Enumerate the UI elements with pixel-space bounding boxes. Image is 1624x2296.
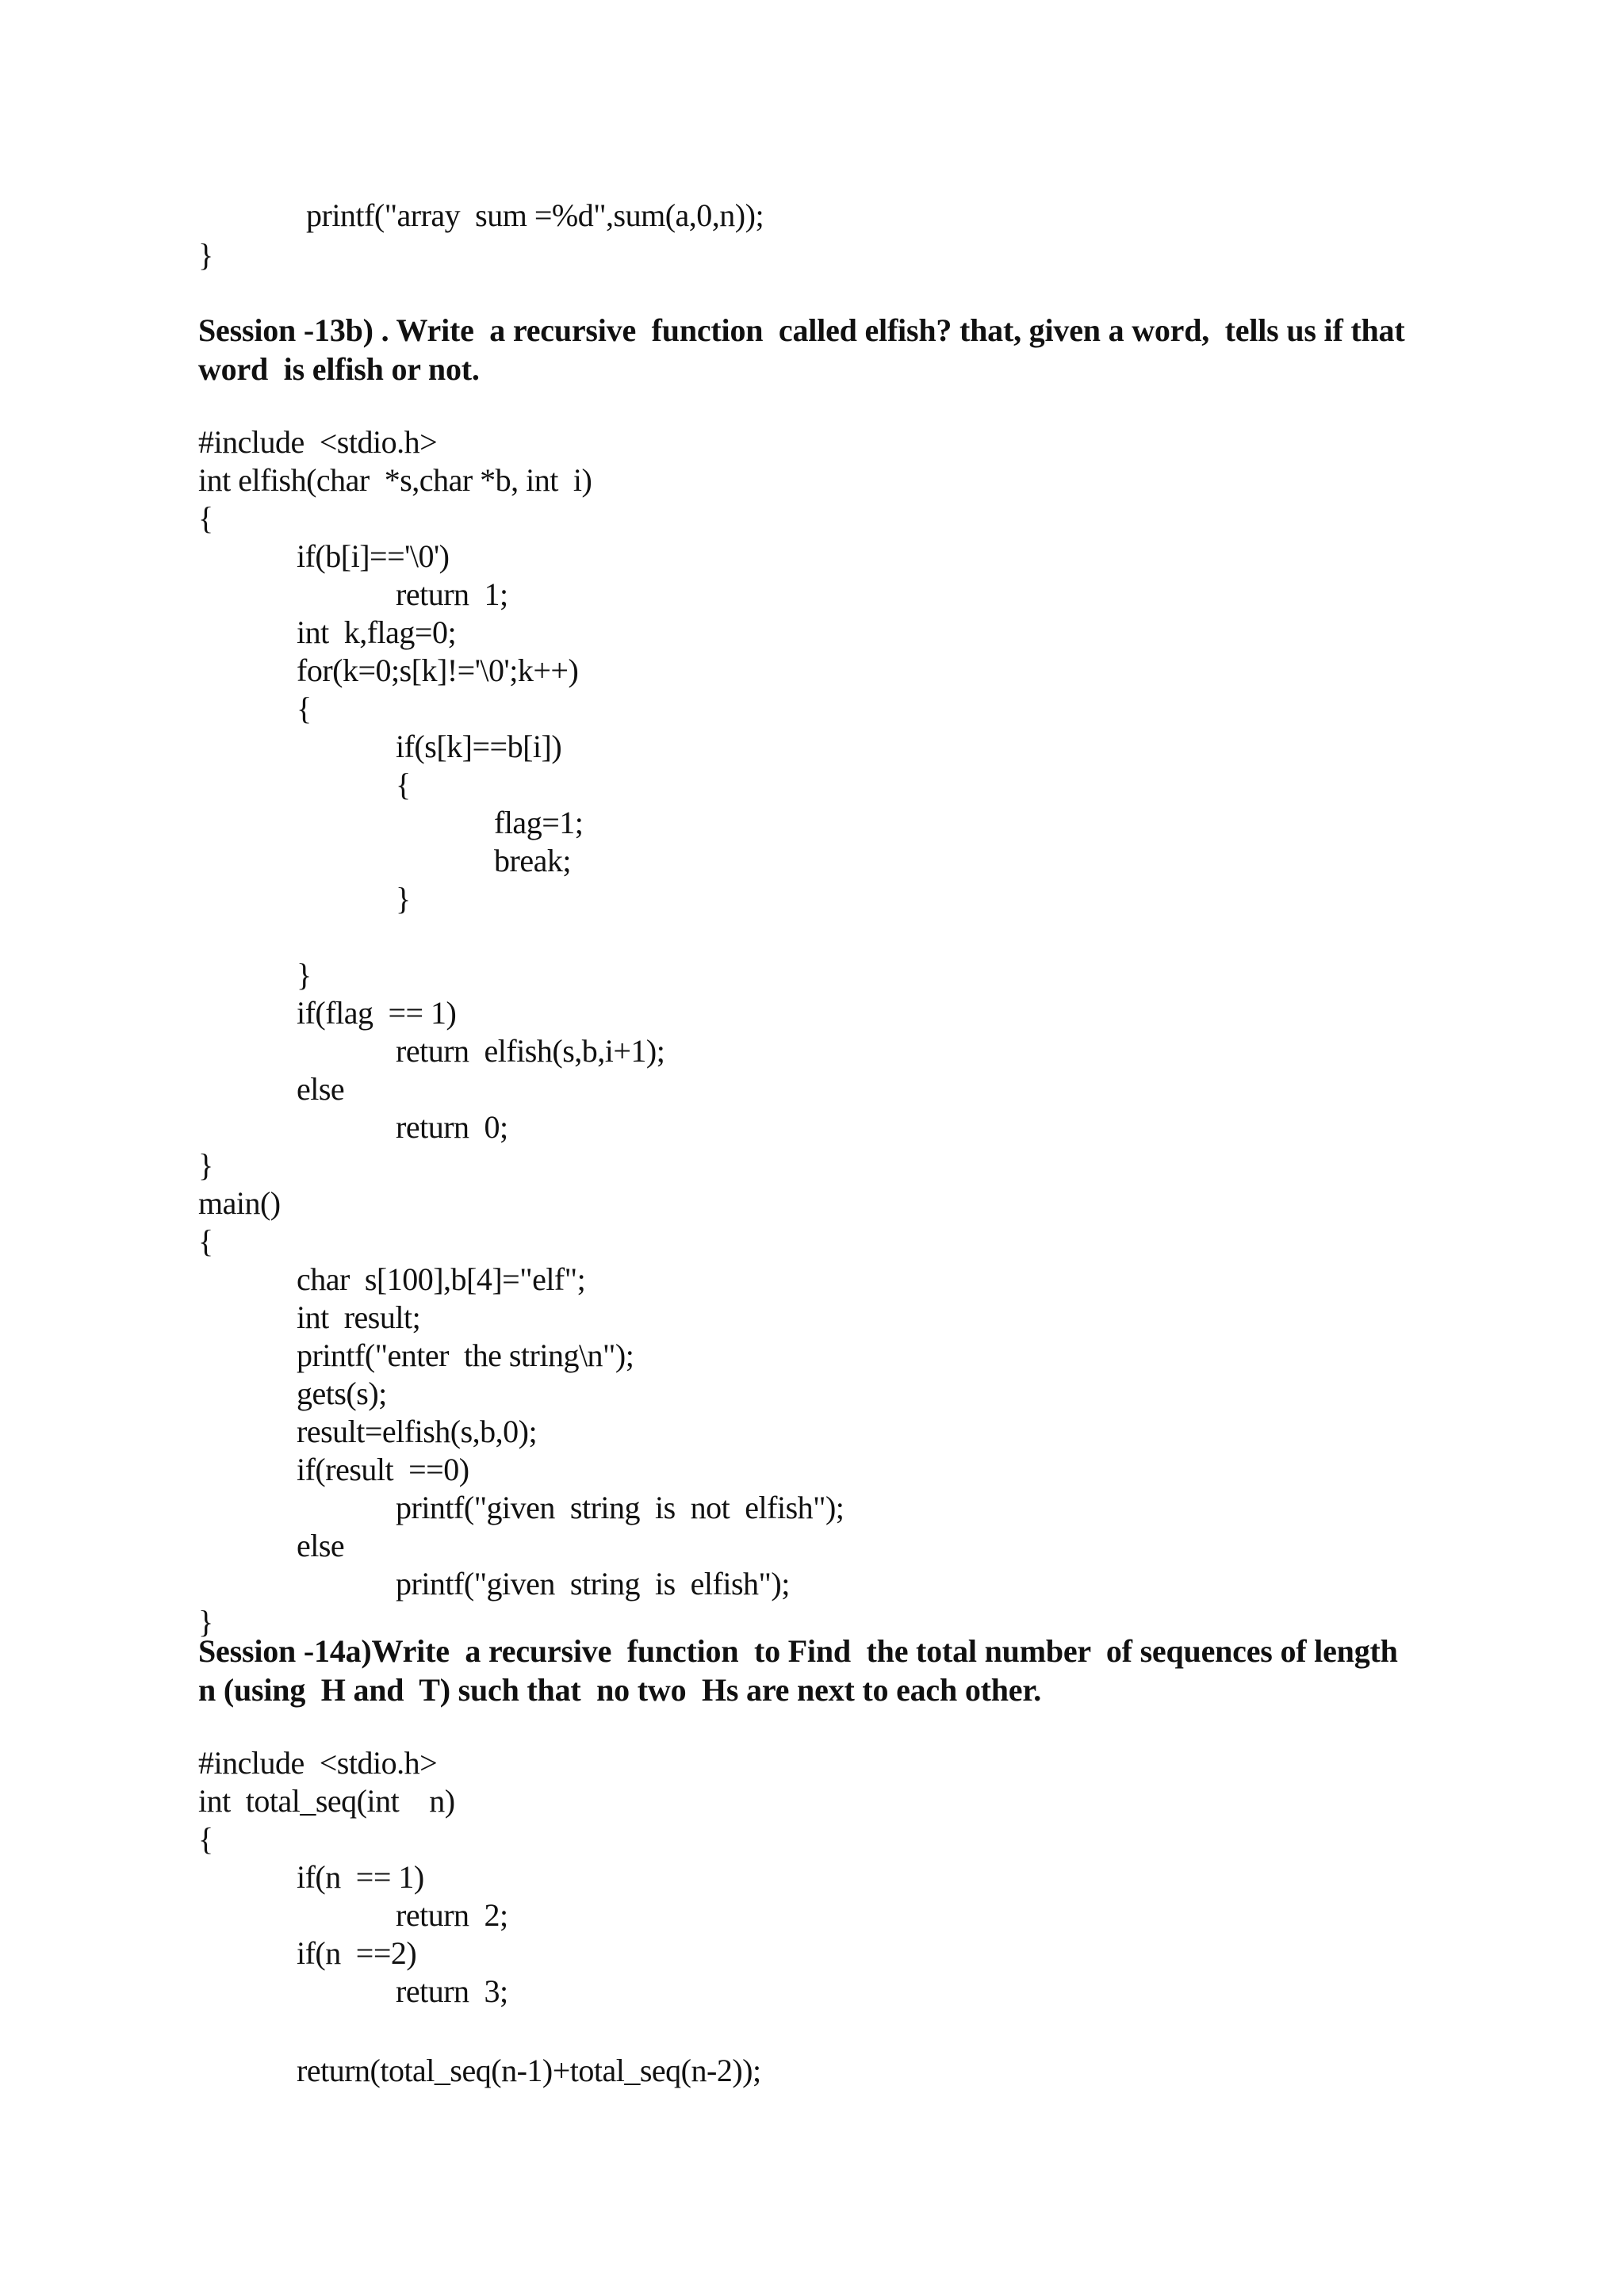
heading-line: Session -13b) . Write a recursive function called elfish? that, given a word, tells us if that xyxy=(198,312,1405,348)
code-line: { xyxy=(396,767,411,802)
code-line: flag=1; xyxy=(494,805,584,840)
code-line: main() xyxy=(198,1185,281,1221)
code-line: return elfish(s,b,i+1); xyxy=(396,1033,665,1069)
code-line: for(k=0;s[k]!='\0';k++) xyxy=(297,652,579,688)
code-line: return 3; xyxy=(396,1973,508,2009)
code-line: if(flag == 1) xyxy=(297,995,457,1031)
code-line: printf("given string is elfish"); xyxy=(396,1566,790,1601)
heading-line: word is elfish or not. xyxy=(198,351,480,387)
code-line: { xyxy=(297,691,312,726)
code-line: return(total_seq(n-1)+total_seq(n-2)); xyxy=(297,2053,761,2088)
code-line: if(result ==0) xyxy=(297,1452,469,1487)
code-line: } xyxy=(198,1604,213,1640)
code-line: #include <stdio.h> xyxy=(198,424,438,460)
code-line: { xyxy=(198,500,213,536)
code-line: int total_seq(int n) xyxy=(198,1783,455,1819)
code-line: printf("given string is not elfish"); xyxy=(396,1490,845,1525)
heading-line: n (using H and T) such that no two Hs are next to each other. xyxy=(198,1672,1042,1708)
code-line: if(n == 1) xyxy=(297,1859,424,1895)
session-14a-heading xyxy=(198,1632,1435,1709)
code-line: printf("array sum =%d",sum(a,0,n)); xyxy=(306,197,764,233)
code-line: result=elfish(s,b,0); xyxy=(297,1414,538,1449)
code-line: else xyxy=(297,1071,345,1107)
heading-line: Session -14a)Write a recursive function to Find the total number of sequences of length xyxy=(198,1633,1398,1669)
session-13b-heading xyxy=(198,311,1435,388)
code-line: { xyxy=(198,1821,213,1857)
code-line: return 0; xyxy=(396,1109,508,1145)
code-line: int k,flag=0; xyxy=(297,614,457,650)
code-line: int result; xyxy=(297,1299,421,1335)
code-line: } xyxy=(297,957,312,993)
code-line: if(n ==2) xyxy=(297,1935,417,1971)
code-line: if(b[i]=='\0') xyxy=(297,538,450,574)
code-line: } xyxy=(198,237,213,273)
code-line: } xyxy=(396,881,411,916)
code-line: if(s[k]==b[i]) xyxy=(396,729,562,764)
code-line: { xyxy=(198,1223,213,1259)
code-line: char s[100],b[4]="elf"; xyxy=(297,1261,586,1297)
code-line: gets(s); xyxy=(297,1376,387,1411)
code-line: #include <stdio.h> xyxy=(198,1745,438,1781)
code-line: return 1; xyxy=(396,576,508,612)
code-line: break; xyxy=(494,843,571,878)
code-line: } xyxy=(198,1147,213,1183)
code-line: return 2; xyxy=(396,1897,508,1933)
code-line: else xyxy=(297,1528,345,1563)
code-line: printf("enter the string\n"); xyxy=(297,1337,634,1373)
code-line: int elfish(char *s,char *b, int i) xyxy=(198,462,592,498)
